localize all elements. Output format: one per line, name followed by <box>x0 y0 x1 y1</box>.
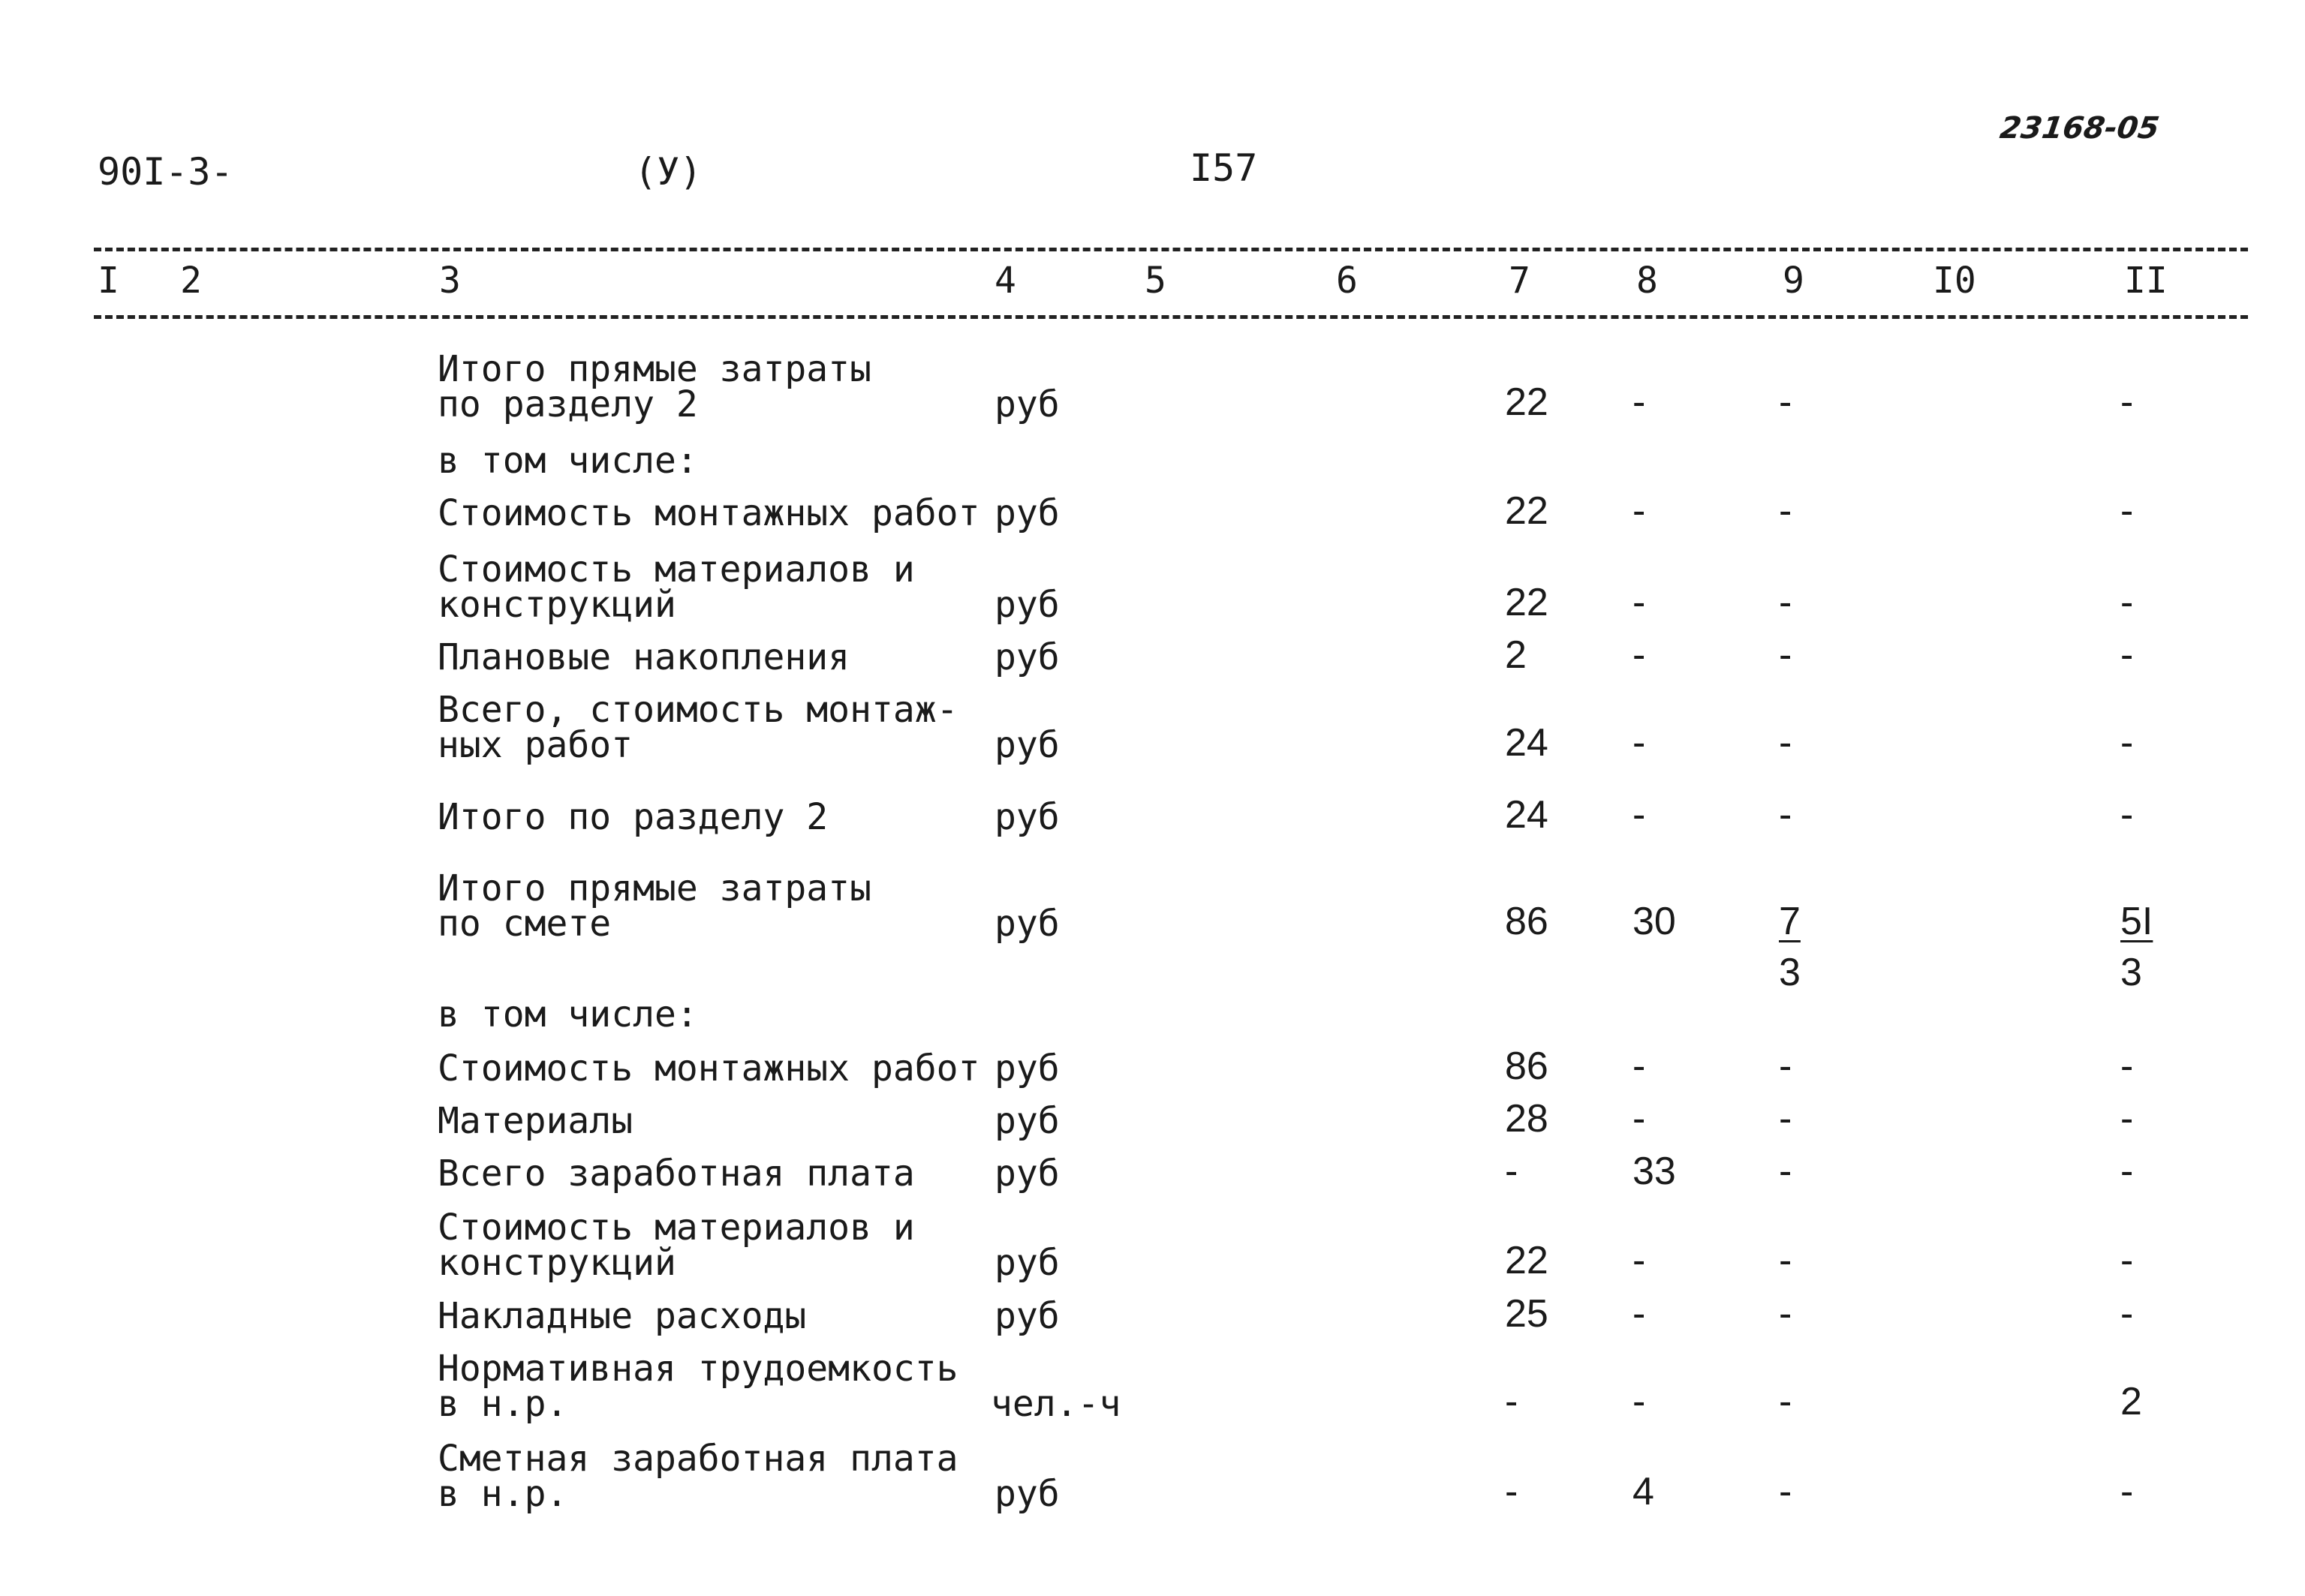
cell-col9: - <box>1779 1380 1792 1423</box>
cell-col11: - <box>2120 581 2134 624</box>
cell-col7: - <box>1505 1150 1518 1193</box>
cell-col11: - <box>2120 1470 2134 1513</box>
cell-col11: - <box>2120 1044 2134 1088</box>
cell-col11: - <box>2120 1292 2134 1336</box>
cell-col11: - <box>2120 793 2134 837</box>
column-number: 7 <box>1509 260 1530 302</box>
cell-col7: 24 <box>1505 793 1548 837</box>
cell-col11: - <box>2120 1150 2134 1193</box>
column-number: 8 <box>1636 260 1658 302</box>
row-label-line2: в н.р. <box>438 1473 568 1515</box>
row-unit: руб <box>995 1047 1060 1090</box>
cell-col7: 25 <box>1505 1292 1548 1336</box>
row-unit: чел.-ч <box>991 1383 1121 1425</box>
cell-col9: - <box>1779 1292 1792 1336</box>
cell-col8: - <box>1632 1097 1646 1141</box>
row-label-line1: Всего, стоимость монтаж- <box>438 689 958 731</box>
cell-col9: - <box>1779 1044 1792 1088</box>
cell-col11: 2 <box>2120 1380 2142 1423</box>
row-unit: руб <box>995 1153 1060 1195</box>
row-label-line2: по разделу 2 <box>438 383 698 425</box>
cell-col9: - <box>1779 489 1792 533</box>
column-number: II <box>2124 260 2168 302</box>
row-label-line1: Стоимость материалов и <box>438 1207 915 1249</box>
cell-col8: - <box>1632 633 1646 677</box>
cell-col7: - <box>1505 1380 1518 1423</box>
row-label-line1: Плановые накопления <box>438 636 850 678</box>
cell-col8: - <box>1632 793 1646 837</box>
cell-col7: 22 <box>1505 489 1548 533</box>
row-unit: руб <box>995 492 1060 534</box>
row-label-line2: конструкций <box>438 1242 676 1284</box>
cell-col9: - <box>1779 1239 1792 1282</box>
row-unit: руб <box>995 1242 1060 1284</box>
cell-col11: - <box>2120 1097 2134 1141</box>
row-label-line1: Всего заработная плата <box>438 1153 915 1195</box>
row-label-line2: по смете <box>438 903 612 945</box>
row-label-line1: Итого прямые затраты <box>438 348 871 390</box>
cell-col7: 28 <box>1505 1097 1548 1141</box>
row-unit: руб <box>995 383 1060 425</box>
cell-col11-numerator: 5I <box>2120 900 2153 943</box>
row-label-line2: в н.р. <box>438 1383 568 1425</box>
column-number: 5 <box>1145 260 1166 302</box>
row-label-line1: Нормативная трудоемкость <box>438 1348 958 1390</box>
row-unit: руб <box>995 584 1060 626</box>
cell-col7: 22 <box>1505 581 1548 624</box>
column-number: 4 <box>995 260 1016 302</box>
row-label-line1: Сметная заработная плата <box>438 1438 958 1480</box>
header-top-rule <box>94 248 2248 251</box>
row-unit: руб <box>995 1473 1060 1515</box>
cell-col9: - <box>1779 1150 1792 1193</box>
document-variant: (У) <box>634 150 703 194</box>
row-unit: руб <box>995 903 1060 945</box>
column-number: 3 <box>439 260 461 302</box>
document-code: 90I-3- <box>98 150 233 194</box>
row-unit: руб <box>995 796 1060 838</box>
cell-col7: 86 <box>1505 1044 1548 1088</box>
cell-col8: 4 <box>1632 1470 1654 1513</box>
cell-col9: - <box>1779 721 1792 765</box>
row-label-line1: Материалы <box>438 1100 633 1142</box>
cell-col11: - <box>2120 721 2134 765</box>
cell-col8: - <box>1632 1239 1646 1282</box>
column-number: 2 <box>180 260 202 302</box>
row-label-line1: Стоимость материалов и <box>438 549 915 591</box>
row-label-line1: в том числе: <box>438 440 698 482</box>
cell-col9: - <box>1779 1470 1792 1513</box>
row-label-line1: Стоимость монтажных работ <box>438 492 980 534</box>
cell-col9-denominator: 3 <box>1779 951 1801 994</box>
cell-col9: - <box>1779 633 1792 677</box>
column-number: 6 <box>1336 260 1358 302</box>
row-unit: руб <box>995 1100 1060 1142</box>
cell-col8: - <box>1632 721 1646 765</box>
cell-col11: - <box>2120 489 2134 533</box>
cell-col8: - <box>1632 1292 1646 1336</box>
cell-col7: 22 <box>1505 380 1548 424</box>
row-label-line1: Итого прямые затраты <box>438 867 871 909</box>
cell-col7: 2 <box>1505 633 1527 677</box>
cell-col8: - <box>1632 1044 1646 1088</box>
cell-col8: - <box>1632 1380 1646 1423</box>
column-number: 9 <box>1783 260 1804 302</box>
row-label-line2: ных работ <box>438 724 633 766</box>
column-number: I0 <box>1933 260 1976 302</box>
cell-col11: - <box>2120 1239 2134 1282</box>
handwritten-reference: 23168-05 <box>1997 111 2162 146</box>
cell-col7: 22 <box>1505 1239 1548 1282</box>
cell-col8: - <box>1632 489 1646 533</box>
row-label-line1: в том числе: <box>438 993 698 1035</box>
cell-col9: - <box>1779 793 1792 837</box>
cell-col11-denominator: 3 <box>2120 951 2142 994</box>
cell-col11: - <box>2120 380 2134 424</box>
cell-col7: 24 <box>1505 721 1548 765</box>
row-unit: руб <box>995 724 1060 766</box>
row-label-line1: Стоимость монтажных работ <box>438 1047 980 1090</box>
cell-col11: - <box>2120 633 2134 677</box>
row-label-line1: Накладные расходы <box>438 1295 807 1337</box>
cell-col8: - <box>1632 581 1646 624</box>
row-label-line2: конструкций <box>438 584 676 626</box>
cell-col9-numerator: 7 <box>1779 900 1801 943</box>
cell-col8: 33 <box>1632 1150 1676 1193</box>
cell-col9: - <box>1779 380 1792 424</box>
cell-col9: - <box>1779 1097 1792 1141</box>
cell-col9: - <box>1779 581 1792 624</box>
column-number: I <box>98 260 119 302</box>
cell-col7: - <box>1505 1470 1518 1513</box>
cell-col8: - <box>1632 380 1646 424</box>
row-unit: руб <box>995 636 1060 678</box>
cell-col8: 30 <box>1632 900 1676 943</box>
page-number: I57 <box>1190 146 1258 190</box>
row-label-line1: Итого по разделу 2 <box>438 796 829 838</box>
row-unit: руб <box>995 1295 1060 1337</box>
cell-col7: 86 <box>1505 900 1548 943</box>
header-bottom-rule <box>94 315 2248 319</box>
